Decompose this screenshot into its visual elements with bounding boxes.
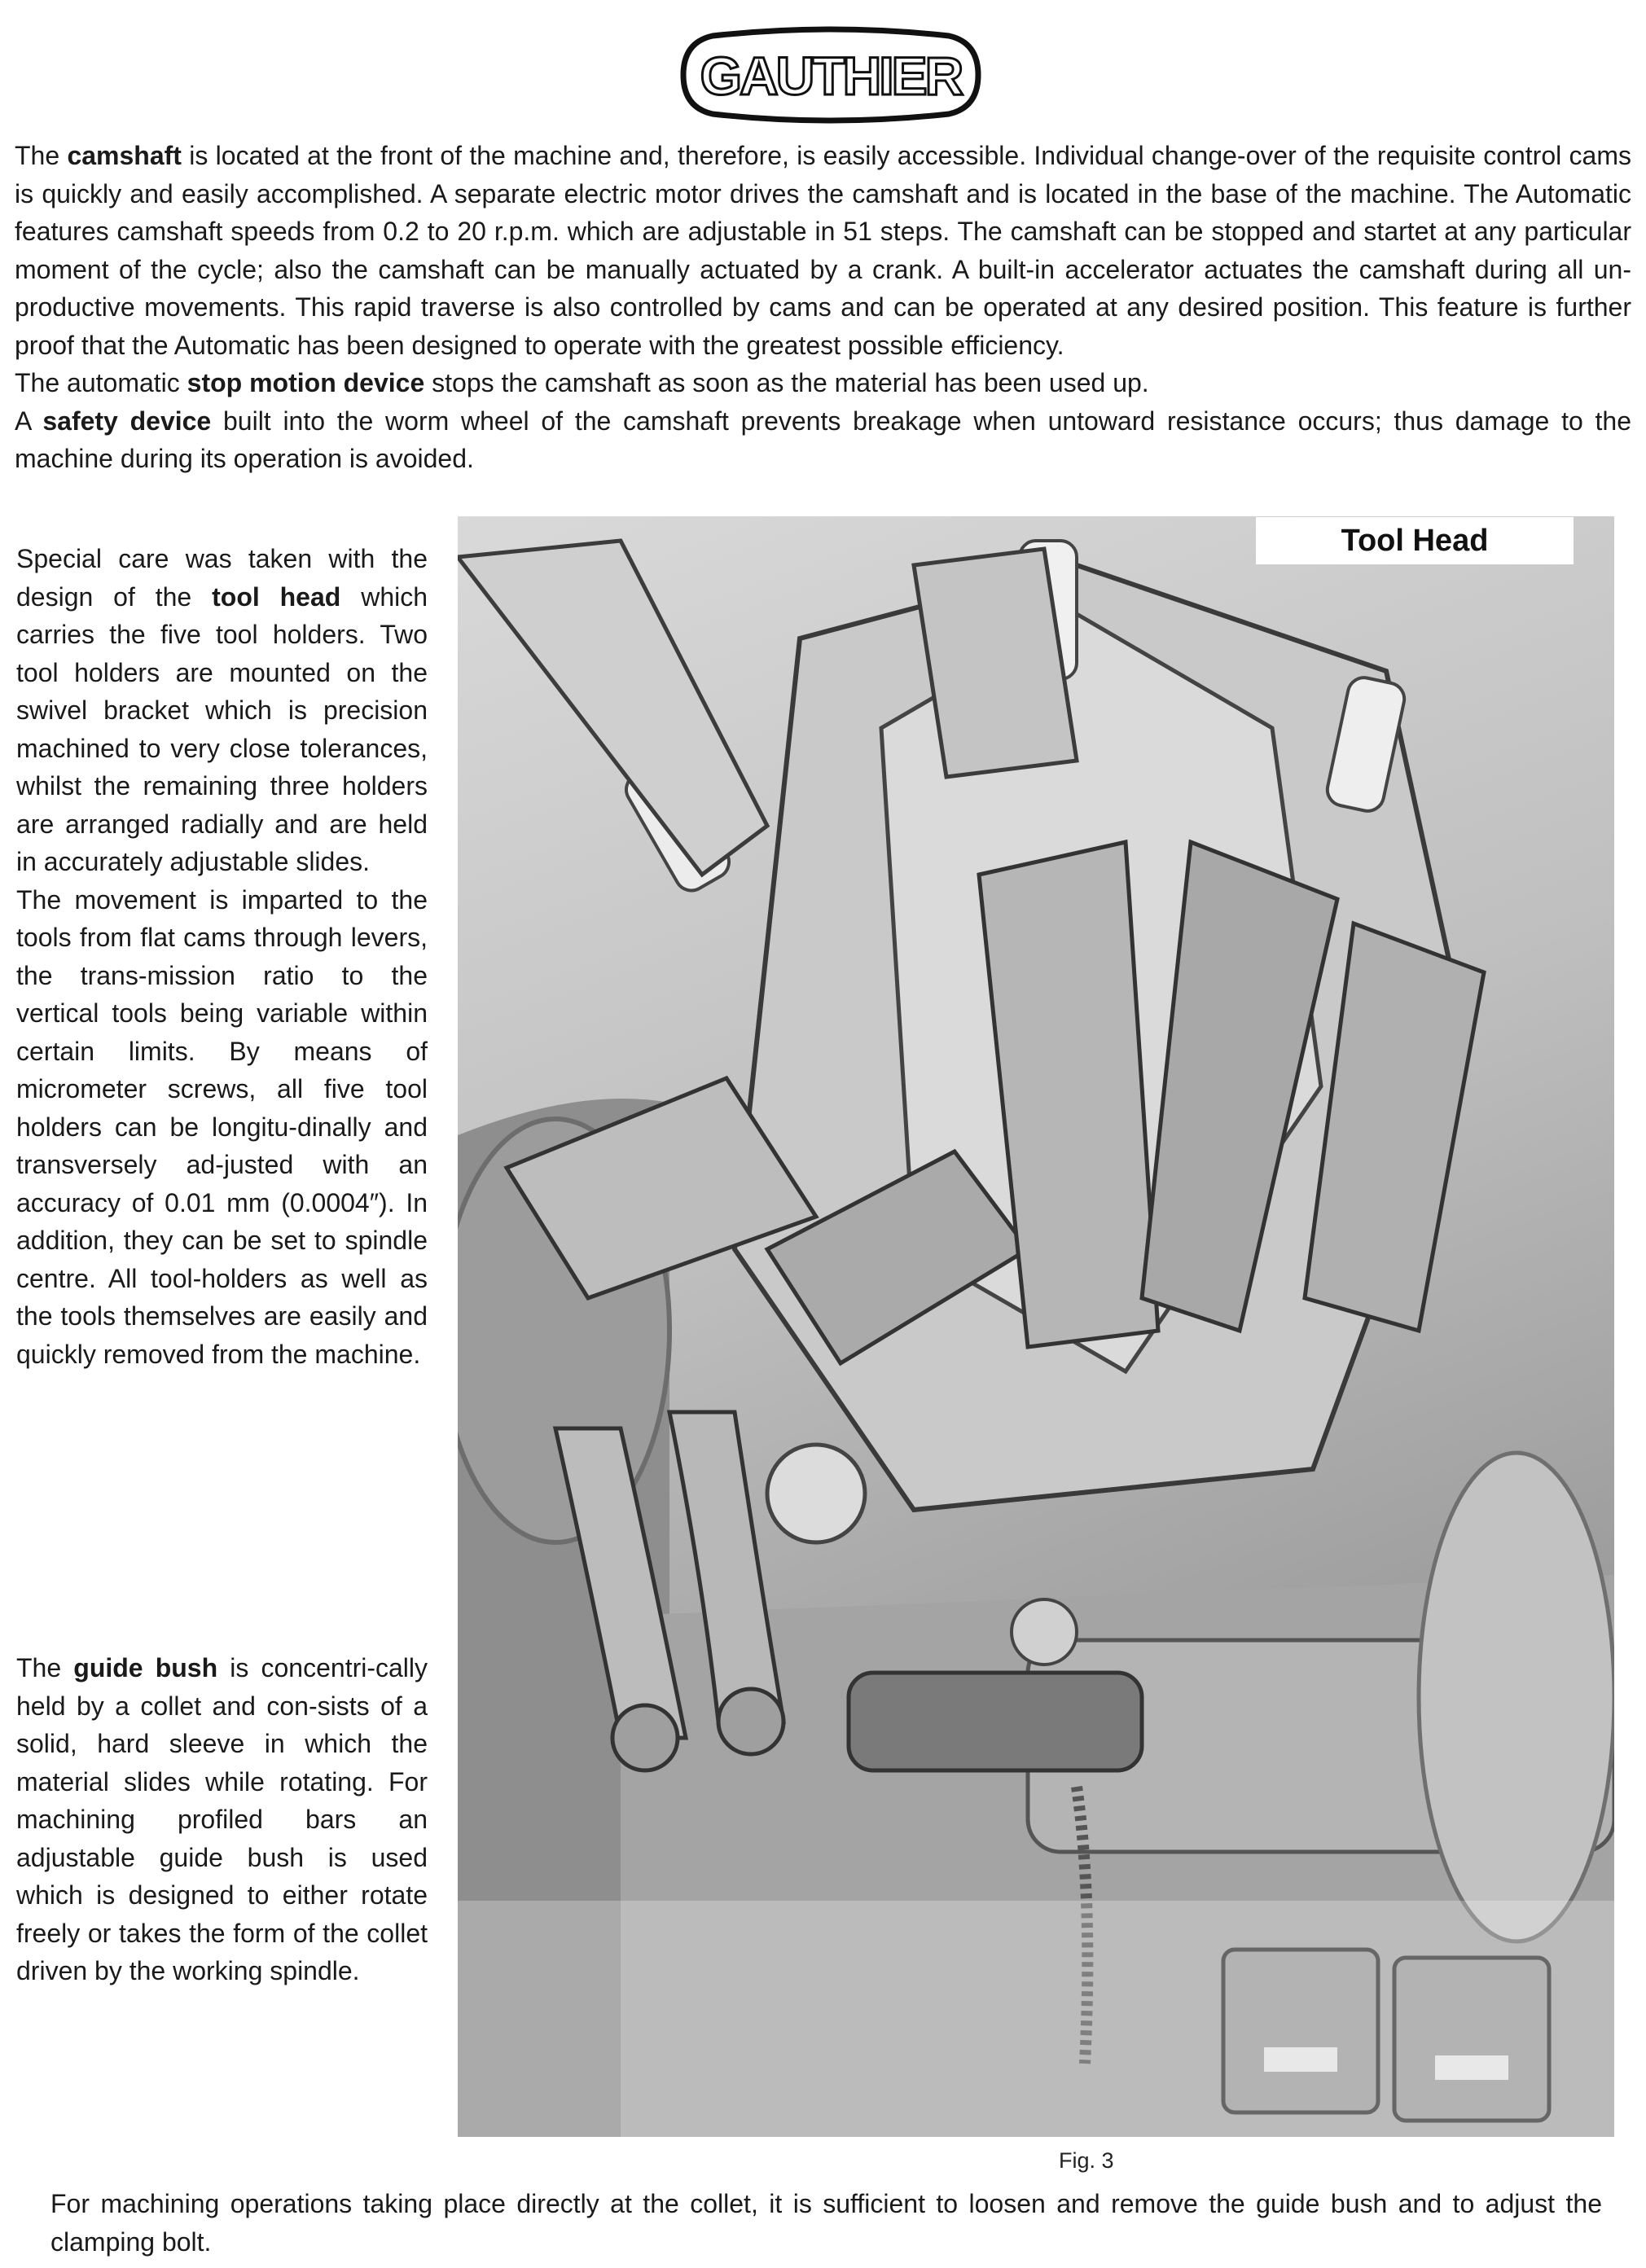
text-run: is concentri-cally held by a collet and con-sists of a solid, hard sleeve in which the material slides while rotating. For machining profiled bars an adjustable guide bush is used which is designed to either rotate freely or takes the form of the collet driven by the working spindle. [16,1653,428,1985]
safety-device-term: safety device [42,406,212,436]
text-run: Special care was taken with the design of the [16,544,428,612]
tool-head-description [16,540,428,1373]
machine-illustration [458,516,1614,2137]
text-run: built into the worm wheel of the camshaft prevents breakage when untoward resistance occurs; thus damage to the machine during its operation is avoided. [15,406,1632,473]
tool-head-label: Tool Head [1256,517,1574,564]
guide-bush-description [16,1649,428,1990]
text-run: A [15,406,43,436]
movement-paragraph: The movement is imparted to the tools from flat cams through levers, the trans-mission ratio to the vertical tools being variable within certain limits. By means of micrometer screws, all five tool holders can be longitu-dinally and transversely ad-justed with an accuracy of 0.01 mm (0.0004″). In addition, they can be set to spindle centre. All tool-holders as well as the tools themselves are easily and quickly removed from the machine. [16,884,428,1369]
text-run: The automatic [15,368,187,397]
text-run: The [16,1653,74,1682]
tool-head-photo [458,516,1614,2137]
stop-motion-paragraph [15,364,1631,402]
text-run: stops the camshaft as soon as the material has been used up. [424,368,1149,397]
camshaft-term: camshaft [67,141,182,170]
gauthier-logo [680,26,981,124]
text-run: is located at the front of the machine and, therefore, is easily accessible. Individual change-over of the requisite control cams is quickly and easily accomplished. A separate electric motor drives the camshaft and is located in the base of the machine. The Automatic features camshaft speeds from 0.2 to 20 r.p.m. which are adjustable in 51 steps. The camshaft can be stopped and startet at any particular moment of the cycle; also the camshaft can be manually actuated by a crank. A built-in accelerator actuates the camshaft during all un-productive movements. This rapid traverse is also controlled by cams and can be operated at any desired position. This feature is further proof that the Automatic has been designed to operate with the greatest possible efficiency. [15,141,1632,360]
logo-text: GAUTHIER [700,46,962,106]
camshaft-description [15,137,1631,478]
text-run: which carries the five tool holders. Two tool holders are mounted on the swivel bracket which is precision machined to very close tolerances, whilst the remaining three holders are arranged radially and are held in accurately adjustable slides. [16,581,428,876]
collet-note: For machining operations taking place directly at the collet, it is sufficient to loosen and remove the guide bush and to adjust the clamping bolt. [50,2189,1602,2257]
tool-head-term: tool head [212,581,341,612]
stop-motion-term: stop motion device [187,368,425,397]
figure-caption: Fig. 3 [1059,2148,1114,2173]
guide-bush-paragraph [16,1649,428,1990]
safety-device-paragraph [15,402,1631,478]
text-run: The [15,141,68,170]
camshaft-paragraph [15,137,1631,364]
tool-head-paragraph [16,540,428,881]
guide-bush-term: guide bush [73,1653,218,1682]
